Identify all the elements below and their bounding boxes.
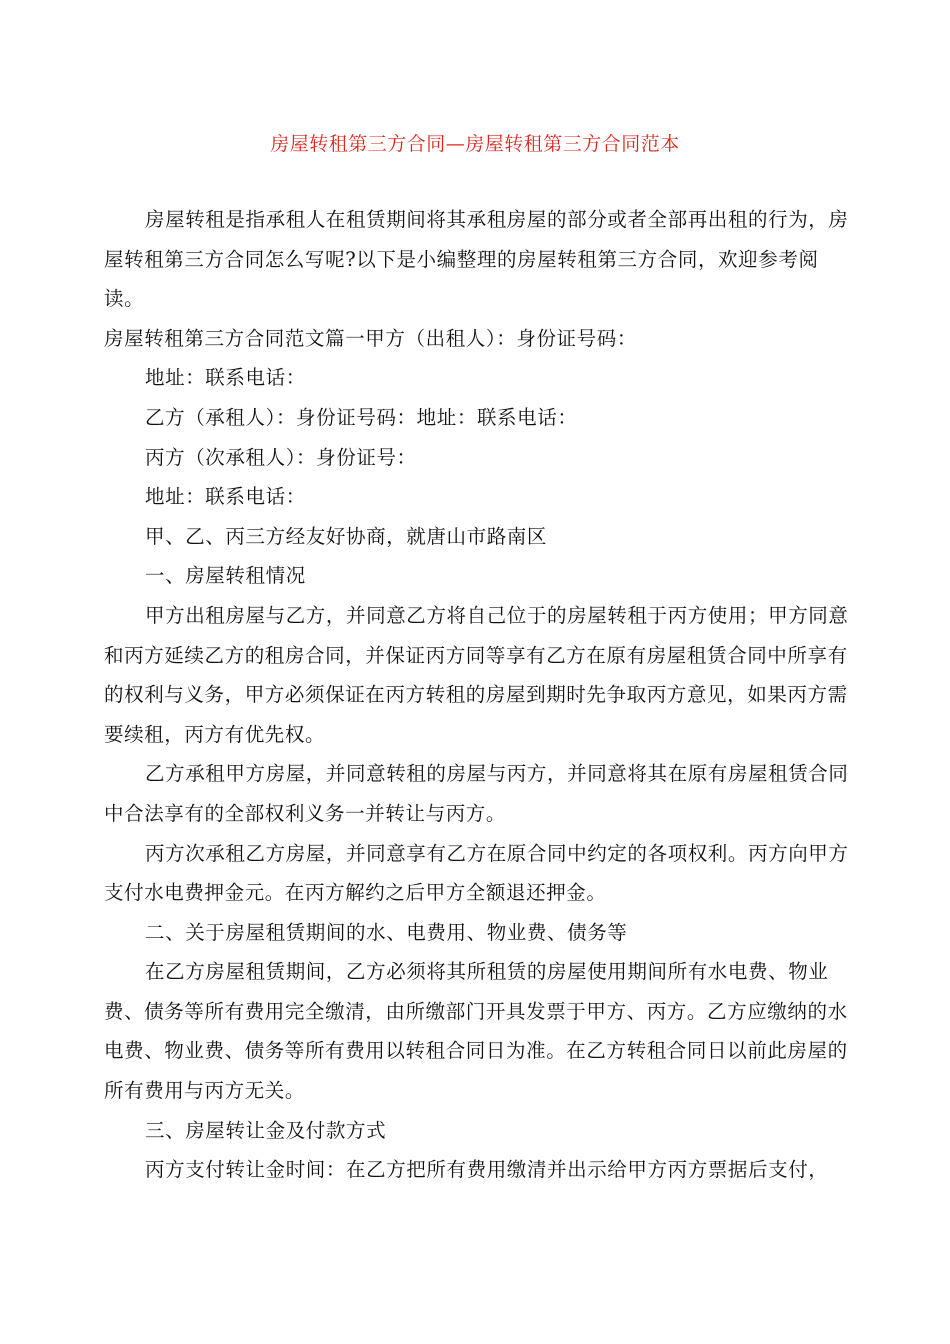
paragraph: 房屋转租第三方合同范文篇一甲方（出租人）：身份证号码：	[104, 326, 637, 350]
paragraph: 房屋转租是指承租人在租赁期间将其承租房屋的部分或者全部再出租的行为，房屋转租第三方合同怎么写呢?以下是小编整理的房屋转租第三方合同，欢迎参考阅读。	[104, 208, 849, 311]
paragraph: 一、房屋转租情况	[145, 564, 306, 588]
paragraph: 丙方支付转让金时间：在乙方把所有费用缴清并出示给甲方丙方票据后支付，	[145, 1158, 829, 1182]
paragraph: 在乙方房屋租赁期间，乙方必须将其所租赁的房屋使用期间所有水电费、物业费、债务等所有费用完全缴清，由所缴部门开具发票于甲方、丙方。乙方应缴纳的水电费、物业费、债务等所有费用以转租合同日为准。在乙方转租合同日以前此房屋的所有费用与丙方无关。	[104, 960, 848, 1103]
paragraph: 地址：联系电话：	[145, 485, 306, 509]
paragraph: 乙方承租甲方房屋，并同意转租的房屋与丙方，并同意将其在原有房屋租赁合同中合法享有的全部权利义务一并转让与丙方。	[104, 762, 849, 825]
paragraph: 二、关于房屋租赁期间的水、电费用、物业费、债务等	[145, 920, 628, 944]
paragraph: 丙方次承租乙方房屋，并同意享有乙方在原合同中约定的各项权利。丙方向甲方支付水电费押金元。在丙方解约之后甲方全额退还押金。	[104, 841, 849, 905]
paragraph: 地址：联系电话：	[145, 366, 306, 390]
document-title: 房屋转租第三方合同—房屋转租第三方合同范本	[270, 133, 680, 155]
paragraph: 甲方出租房屋与乙方，并同意乙方将自己位于的房屋转租于丙方使用；甲方同意和丙方延续乙方的租房合同，并保证丙方同等享有乙方在原有房屋租赁合同中所享有的权利与义务，甲方必须保证在丙方转租的房屋到期时先争取丙方意见，如果丙方需要续租，丙方有优先权。	[104, 603, 849, 746]
paragraph: 丙方（次承租人）：身份证号：	[145, 445, 417, 469]
paragraph: 甲、乙、丙三方经友好协商，就唐山市路南区	[145, 524, 548, 548]
paragraph: 三、房屋转让金及付款方式	[145, 1118, 387, 1142]
document-body	[104, 200, 854, 1190]
paragraph: 乙方（承租人）：身份证号码：地址：联系电话：	[145, 405, 578, 429]
